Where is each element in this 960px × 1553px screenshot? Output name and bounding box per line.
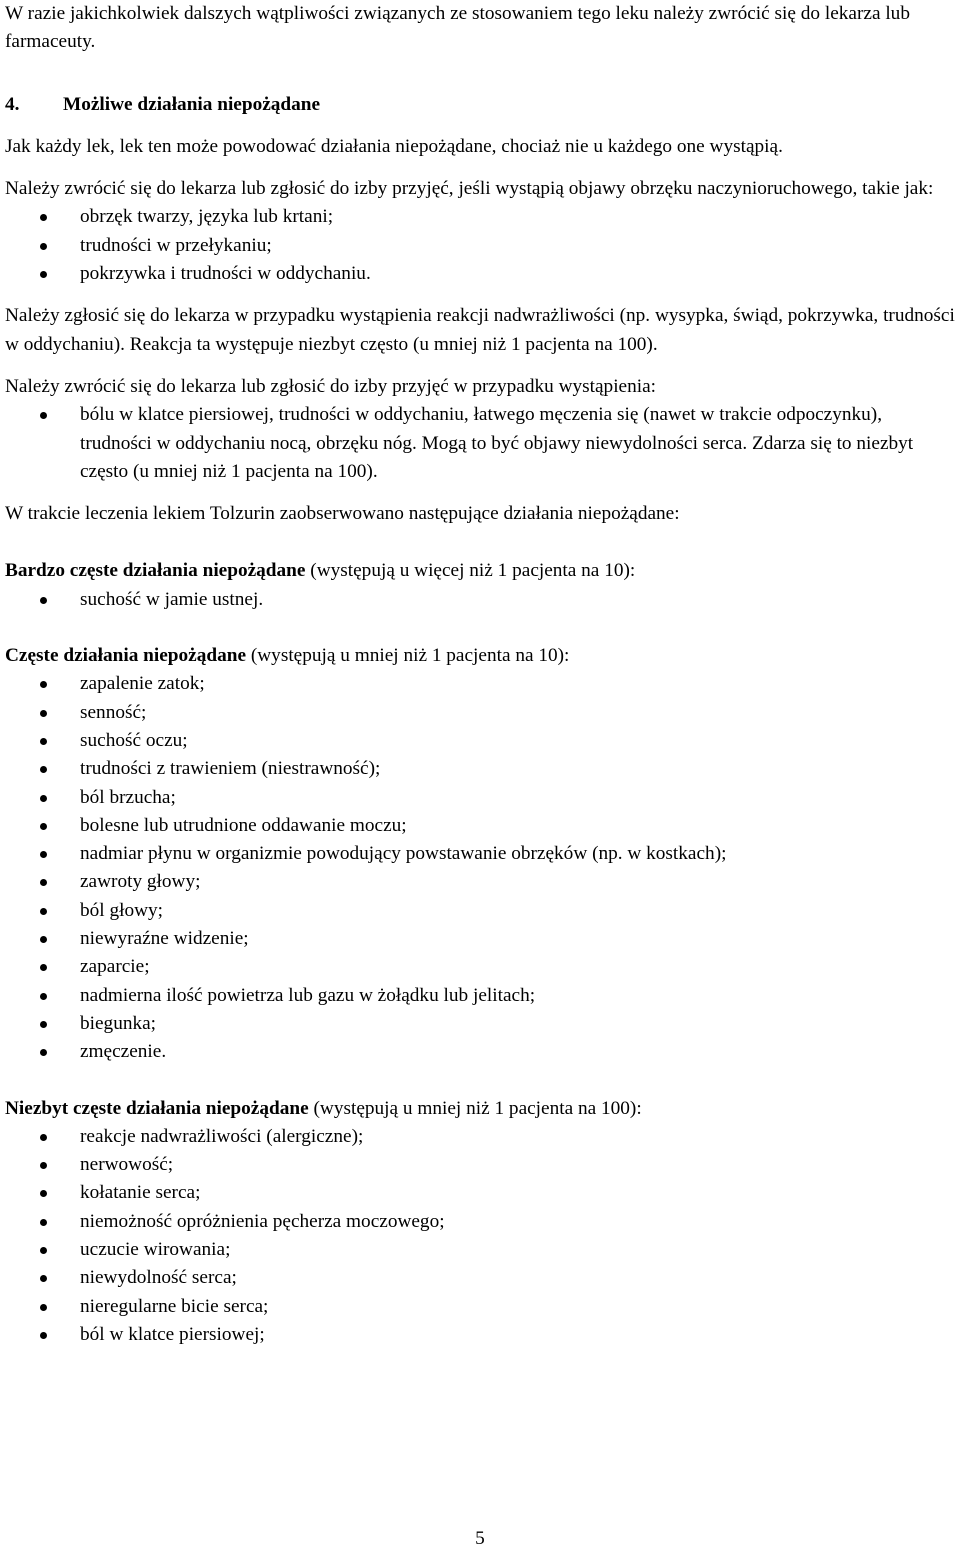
list-item bbox=[5, 1208, 955, 1236]
bullet-icon bbox=[40, 214, 47, 221]
list-item-text: nadmiar płynu w organizmie powodujący powstawanie obrzęków (np. w kostkach); bbox=[80, 843, 727, 865]
bullet-icon bbox=[40, 738, 47, 745]
list-item bbox=[5, 1264, 955, 1292]
list-item bbox=[5, 1293, 955, 1321]
very-common-title: Bardzo częste działania niepożądane bbox=[5, 560, 306, 582]
bullet-icon bbox=[40, 1219, 47, 1226]
list-uncommon bbox=[5, 1123, 955, 1349]
bullet-icon bbox=[40, 795, 47, 802]
bullet-icon bbox=[40, 823, 47, 830]
list-item bbox=[5, 1123, 955, 1151]
bullet-icon bbox=[40, 243, 47, 250]
list-item-text: zmęczenie. bbox=[80, 1041, 167, 1063]
intro-paragraph: W razie jakichkolwiek dalszych wątpliwości związanych ze stosowaniem tego leku należy zwrócić się do lekarza lub farmaceuty. bbox=[5, 3, 910, 53]
bullet-icon bbox=[40, 1162, 47, 1169]
list-item-text: niewyraźne widzenie; bbox=[80, 928, 249, 950]
paragraph-general: Jak każdy lek, lek ten może powodować działania niepożądane, chociaż nie u każdego one wystąpią. bbox=[5, 135, 783, 157]
list-item-text: pokrzywka i trudności w oddychaniu. bbox=[80, 263, 371, 285]
uncommon-title: Niezbyt częste działania niepożądane bbox=[5, 1097, 309, 1119]
very-common-frequency: (występują u więcej niż 1 pacjenta na 10): bbox=[305, 560, 636, 582]
list-item bbox=[5, 1038, 955, 1066]
list-item-text: nieregularne bicie serca; bbox=[80, 1295, 269, 1317]
list-item bbox=[5, 982, 955, 1010]
bullet-icon bbox=[40, 1275, 47, 1282]
uncommon-frequency: (występują u mniej niż 1 pacjenta na 100): bbox=[308, 1097, 642, 1119]
list-item bbox=[5, 812, 955, 840]
list-item bbox=[5, 1151, 955, 1179]
list-item-text: zapalenie zatok; bbox=[80, 673, 205, 695]
list-item-text: suchość w jamie ustnej. bbox=[80, 588, 264, 610]
bullet-icon bbox=[40, 766, 47, 773]
list-item-text: ból głowy; bbox=[80, 899, 164, 921]
list-item bbox=[5, 260, 955, 288]
list-item-text: zawroty głowy; bbox=[80, 871, 201, 893]
list-angioedema bbox=[5, 203, 955, 288]
list-item-text: bolesne lub utrudnione oddawanie moczu; bbox=[80, 814, 407, 836]
list-item-text: niemożność opróżnienia pęcherza moczowego; bbox=[80, 1210, 445, 1232]
list-item-text: kołatanie serca; bbox=[80, 1182, 201, 1204]
bullet-icon bbox=[40, 1190, 47, 1197]
list-item-text: trudności w przełykaniu; bbox=[80, 234, 272, 256]
list-item-text: bólu w klatce piersiowej, trudności w oddychaniu, łatwego męczenia się (nawet w trakcie odpoczynku), trudności w oddychaniu nocą, obrzęku nóg. Mogą to być objawy niewydolności serca. Zdarza się to niezbyt często (u mniej niż 1 pacjenta na 100). bbox=[80, 404, 914, 482]
list-item-text: trudności z trawieniem (niestrawność); bbox=[80, 758, 381, 780]
list-item bbox=[5, 868, 955, 896]
list-item bbox=[5, 232, 955, 260]
page-number: 5 bbox=[475, 1528, 485, 1549]
bullet-icon bbox=[40, 993, 47, 1000]
heading-very-common bbox=[5, 557, 955, 585]
list-item bbox=[5, 840, 955, 868]
bullet-icon bbox=[40, 1332, 47, 1339]
list-common bbox=[5, 670, 955, 1066]
bullet-icon bbox=[40, 681, 47, 688]
list-very-common bbox=[5, 586, 955, 614]
list-item bbox=[5, 727, 955, 755]
heading-common bbox=[5, 642, 955, 670]
document-page bbox=[5, 0, 955, 1349]
bullet-icon bbox=[40, 597, 47, 604]
list-heart bbox=[5, 401, 955, 486]
bullet-icon bbox=[40, 1021, 47, 1028]
list-item-text: reakcje nadwrażliwości (alergiczne); bbox=[80, 1125, 364, 1147]
common-title: Częste działania niepożądane bbox=[5, 645, 247, 667]
list-item bbox=[5, 586, 955, 614]
list-item-text: zaparcie; bbox=[80, 956, 150, 978]
section-number: 4. bbox=[5, 93, 20, 115]
list-item-text: ból brzucha; bbox=[80, 786, 176, 808]
list-item-text: nerwowość; bbox=[80, 1154, 174, 1176]
bullet-icon bbox=[40, 1049, 47, 1056]
list-item bbox=[5, 1010, 955, 1038]
list-item-text: biegunka; bbox=[80, 1012, 157, 1034]
list-item-text: suchość oczu; bbox=[80, 729, 188, 751]
list-item bbox=[5, 784, 955, 812]
bullet-icon bbox=[40, 1134, 47, 1141]
section-heading bbox=[5, 91, 955, 119]
bullet-icon bbox=[40, 710, 47, 717]
list-item bbox=[5, 897, 955, 925]
bullet-icon bbox=[40, 271, 47, 278]
paragraph-hypersensitivity: Należy zgłosić się do lekarza w przypadku wystąpienia reakcji nadwrażliwości (np. wysypka, świąd, pokrzywka, trudności w oddychaniu). Reakcja ta występuje niezbyt często (u mniej niż 1 pacjenta na 100). bbox=[5, 305, 955, 355]
list-item bbox=[5, 953, 955, 981]
list-item bbox=[5, 699, 955, 727]
bullet-icon bbox=[40, 1304, 47, 1311]
list-item bbox=[5, 1236, 955, 1264]
list-item bbox=[5, 670, 955, 698]
bullet-icon bbox=[40, 879, 47, 886]
list-item-text: ból w klatce piersiowej; bbox=[80, 1323, 265, 1345]
list-item-text: nadmierna ilość powietrza lub gazu w żołądku lub jelitach; bbox=[80, 984, 536, 1006]
list-item bbox=[5, 1179, 955, 1207]
heading-uncommon bbox=[5, 1095, 955, 1123]
list-item bbox=[5, 755, 955, 783]
list-item-text: uczucie wirowania; bbox=[80, 1238, 231, 1260]
section-title: Możliwe działania niepożądane bbox=[63, 93, 321, 115]
list-item-text: niewydolność serca; bbox=[80, 1267, 237, 1289]
paragraph-observed: W trakcie leczenia lekiem Tolzurin zaobserwowano następujące działania niepożądane: bbox=[5, 503, 680, 525]
common-frequency: (występują u mniej niż 1 pacjenta na 10): bbox=[246, 645, 570, 667]
bullet-icon bbox=[40, 936, 47, 943]
bullet-icon bbox=[40, 964, 47, 971]
paragraph-heart: Należy zwrócić się do lekarza lub zgłosić do izby przyjęć w przypadku wystąpienia: bbox=[5, 375, 657, 397]
bullet-icon bbox=[40, 1247, 47, 1254]
paragraph-angioedema: Należy zwrócić się do lekarza lub zgłosić do izby przyjęć, jeśli wystąpią objawy obrzęku naczynioruchowego, takie jak: bbox=[5, 178, 934, 200]
list-item bbox=[5, 1321, 955, 1349]
list-item bbox=[5, 203, 955, 231]
list-item bbox=[5, 401, 955, 486]
bullet-icon bbox=[40, 412, 47, 419]
bullet-icon bbox=[40, 851, 47, 858]
list-item-text: senność; bbox=[80, 701, 147, 723]
bullet-icon bbox=[40, 908, 47, 915]
list-item bbox=[5, 925, 955, 953]
list-item-text: obrzęk twarzy, języka lub krtani; bbox=[80, 206, 334, 228]
